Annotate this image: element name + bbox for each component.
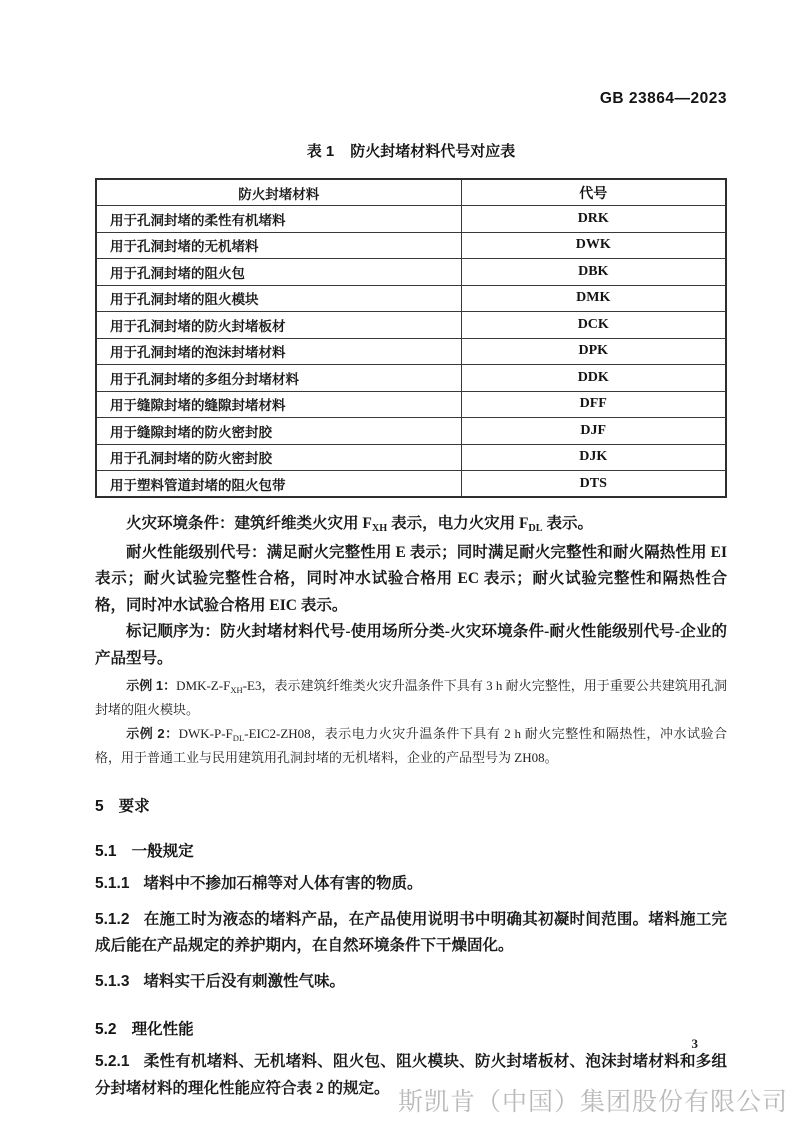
material-cell: 用于缝隙封堵的缝隙封堵材料 [96, 391, 461, 418]
clause-number: 5.2.1 [95, 1053, 130, 1070]
code-cell: DTS [461, 471, 726, 498]
material-cell: 用于孔洞封堵的无机堵料 [96, 232, 461, 259]
material-cell: 用于孔洞封堵的阻火模块 [96, 285, 461, 312]
table1-title [95, 140, 727, 161]
material-cell: 用于塑料管道封堵的阻火包带 [96, 471, 461, 498]
para-fire-environment [95, 511, 727, 540]
table1 [95, 178, 727, 498]
material-cell: 用于孔洞封堵的阻火包 [96, 259, 461, 286]
table-row [96, 444, 726, 471]
clause-text: 在施工时为液态的堵料产品，在产品使用说明书中明确其初凝时间范围。堵料施工完成后能在产品规定的养护期内，在自然环境条件下干燥固化。 [95, 910, 727, 954]
subscript-xh: XH [230, 685, 243, 695]
code-cell: DWK [461, 232, 726, 259]
section-5-heading [95, 797, 727, 817]
para-text: 火灾环境条件：建筑纤维类火灾用 F [126, 515, 372, 532]
material-cell: 用于孔洞封堵的柔性有机堵料 [96, 206, 461, 233]
table1-label: 表 1 [306, 143, 335, 160]
clause-number: 5.1.3 [95, 972, 130, 990]
para-example-1 [95, 675, 727, 720]
clause-5-1-1 [95, 871, 727, 898]
section-5-1-heading [95, 842, 727, 862]
material-cell: 用于孔洞封堵的防火密封胶 [96, 444, 461, 471]
para-fire-rating-codes: 耐火性能级别代号：满足耐火完整性用 E 表示；同时满足耐火完整性和耐火隔热性用 EI 表示；耐火试验完整性合格，同时冲水试验合格用 EC 表示；耐火试验完整性和隔热性合格，同时冲水试验合格用 EIC 表示。 [95, 543, 727, 614]
table-row [96, 418, 726, 445]
table-row [96, 312, 726, 339]
table-row [96, 206, 726, 233]
column-header-material: 防火封堵材料 [96, 179, 461, 206]
code-cell: DJF [461, 418, 726, 445]
subscript-dl: DL [232, 733, 245, 743]
table-row [96, 259, 726, 286]
example2-text: -EIC2-ZH08，表示电力火灾升温条件下具有 2 h 耐火完整性和隔热性，冲水试验合格，用于普通工业与民用建筑用孔洞封堵的无机堵料，企业的产品型号为 ZH08。 [95, 726, 727, 765]
code-cell: DRK [461, 206, 726, 233]
clause-text: 堵料中不掺加石棉等对人体有害的物质。 [143, 875, 423, 892]
code-cell: DFF [461, 391, 726, 418]
section-number: 5.2 [95, 1021, 117, 1038]
clause-5-1-3 [95, 969, 727, 996]
clause-number: 5.1.2 [95, 910, 130, 928]
section-title: 理化性能 [131, 1021, 194, 1038]
page-content [95, 0, 727, 1102]
code-cell: DDK [461, 365, 726, 392]
section-number: 5.1 [95, 843, 117, 860]
material-cell: 用于缝隙封堵的防火密封胶 [96, 418, 461, 445]
section-title: 一般规定 [131, 843, 194, 860]
section-title: 要求 [118, 798, 150, 815]
clause-text: 堵料实干后没有刺激性气味。 [143, 972, 345, 990]
doc-number: GB 23864—2023 [599, 90, 727, 107]
example2-text: DWK-P-F [178, 726, 233, 741]
example1-text: -E3，表示建筑纤维类火灾升温条件下具有 3 h 耐火完整性，用于重要公共建筑用孔洞封堵的阻火模块。 [95, 678, 727, 717]
material-cell: 用于孔洞封堵的防火封堵板材 [96, 312, 461, 339]
table-row [96, 365, 726, 392]
section-5-2-heading [95, 1020, 727, 1040]
subscript-dl: DL [528, 523, 543, 534]
table1-body [96, 206, 726, 498]
watermark: 斯凯肯（中国）集团股份有限公司 [397, 1088, 788, 1116]
para-marking-order: 标记顺序为：防火封堵材料代号-使用场所分类-火灾环境条件-耐火性能级别代号-企业的产品型号。 [95, 623, 727, 667]
table-row [96, 285, 726, 312]
material-cell: 用于孔洞封堵的多组分封堵材料 [96, 365, 461, 392]
para-text: 表示，电力火灾用 F [387, 515, 529, 532]
material-cell: 用于孔洞封堵的泡沫封堵材料 [96, 338, 461, 365]
code-cell: DCK [461, 312, 726, 339]
table1-header-row [96, 179, 726, 206]
code-cell: DPK [461, 338, 726, 365]
example1-text: DMK-Z-F [176, 678, 231, 693]
clause-number: 5.1.1 [95, 875, 130, 892]
table1-title-text: 防火封堵材料代号对应表 [350, 143, 516, 160]
code-cell: DBK [461, 259, 726, 286]
column-header-code: 代号 [461, 179, 726, 206]
para-text: 表示。 [542, 515, 593, 532]
example2-label: 示例 2： [126, 726, 179, 741]
table-row [96, 471, 726, 498]
table1-head [96, 179, 726, 206]
clause-text: 柔性有机堵料、无机堵料、阻火包、阻火模块、防火封堵板材、泡沫封堵材料和多组分封堵材料的理化性能应符合表 2 的规定。 [95, 1053, 727, 1097]
section-number: 5 [95, 798, 104, 815]
clause-5-1-2 [95, 907, 727, 960]
example1-label: 示例 1： [126, 678, 177, 693]
para-example-2 [95, 723, 727, 768]
page-number: 3 [691, 1036, 698, 1051]
subscript-xh: XH [371, 523, 388, 534]
table-row [96, 232, 726, 259]
code-cell: DMK [461, 285, 726, 312]
table-row [96, 391, 726, 418]
code-cell: DJK [461, 444, 726, 471]
table-row [96, 338, 726, 365]
